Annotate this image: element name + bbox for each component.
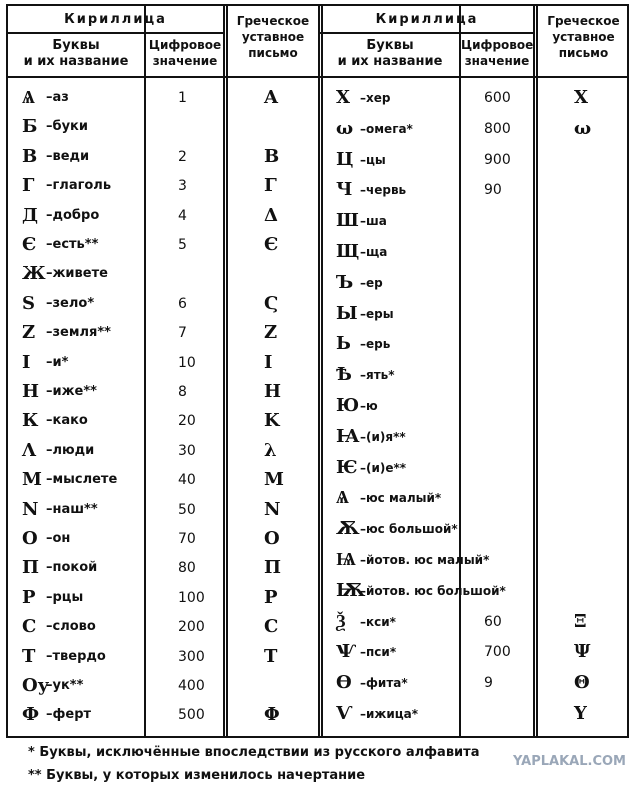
header-greek-3: письмо (248, 46, 298, 60)
letter-glyph: С (22, 616, 37, 638)
letter-name: –есть** (46, 237, 99, 252)
table-row (8, 269, 627, 297)
table-row (8, 146, 627, 174)
header-greek-right-1: Греческое (547, 14, 620, 28)
numeric-value: 70 (178, 531, 196, 547)
letter-glyph: Оу (22, 675, 50, 696)
table-row (8, 700, 627, 728)
header-bottom-line (8, 76, 627, 78)
greek-glyph: ω (574, 117, 592, 139)
letter-name: –ук** (46, 678, 84, 693)
letter-name: –ша (360, 214, 387, 229)
table-row (8, 638, 627, 666)
numeric-value: 900 (484, 151, 511, 168)
letter-glyph: Ѯ (336, 610, 346, 632)
table-row (8, 577, 627, 605)
letter-name: –червь (360, 183, 407, 198)
header-number-right-1: Цифровое (461, 38, 534, 52)
greek-glyph: Ζ (264, 322, 278, 344)
numeric-value: 100 (178, 589, 205, 606)
letter-name: –ижица* (360, 707, 419, 721)
numeric-value: 40 (178, 472, 196, 489)
numeric-value: 3 (178, 178, 187, 195)
header-greek-1: Греческое (236, 14, 310, 28)
table-row (8, 669, 627, 697)
header-divider (318, 32, 533, 34)
letter-glyph: Ѥ (336, 456, 358, 478)
header-letters-1: Буквы (52, 38, 100, 53)
letter-glyph: Ы (336, 302, 358, 324)
letter-name: –како (46, 413, 88, 429)
numeric-value: 7 (178, 325, 187, 342)
greek-glyph: λ (264, 439, 277, 461)
header-number-2: значение (152, 54, 218, 68)
letter-name: –юс малый* (360, 491, 442, 506)
header-divider (8, 32, 223, 34)
letter-name: –йотов. юс большой* (360, 583, 506, 598)
header-greek-right-2: уставное (552, 30, 615, 44)
letter-glyph: Щ (336, 241, 360, 262)
letter-glyph: Ѳ (336, 672, 352, 694)
table-row (8, 423, 627, 451)
letter-glyph: К (22, 410, 39, 432)
letter-name: –омега* (360, 121, 413, 136)
numeric-value: 500 (178, 707, 205, 724)
letter-name: –ща (360, 245, 388, 259)
footnote-changed: ** Буквы, у которых изменилось начертание (28, 768, 366, 783)
letter-name: –еры (360, 306, 394, 321)
numeric-value: 10 (178, 354, 196, 371)
table-row (8, 392, 627, 420)
letter-name: –(и)е** (360, 460, 407, 475)
numeric-value: 400 (178, 678, 205, 694)
greek-glyph: Ο (264, 528, 280, 549)
table-row (8, 207, 627, 235)
letter-name: –люди (46, 442, 95, 458)
numeric-value: 2 (178, 148, 187, 165)
letter-glyph: Ѱ (336, 641, 356, 663)
table-row (8, 484, 627, 512)
letter-glyph: Н (22, 381, 40, 402)
greek-glyph: Κ (264, 410, 280, 432)
letter-glyph: П (22, 557, 39, 579)
letter-glyph: Ю (336, 395, 360, 416)
letter-name: –ерь (360, 337, 391, 352)
greek-glyph: Ρ (264, 586, 278, 608)
greek-glyph: Є (264, 234, 279, 255)
letter-name: –слово (46, 619, 96, 635)
greek-glyph: Ξ (574, 610, 587, 632)
letter-glyph: Ъ (336, 271, 354, 293)
greek-glyph: С (264, 616, 279, 638)
letter-glyph: ω (336, 117, 354, 139)
table-row (8, 300, 627, 328)
greek-glyph: Π (264, 557, 281, 579)
table-row (8, 176, 627, 204)
greek-glyph: Μ (264, 469, 284, 491)
letter-name: –йотов. юс малый* (360, 553, 490, 567)
greek-glyph: Υ (574, 703, 587, 724)
letter-name: –наш** (46, 501, 98, 517)
letter-glyph: М (22, 469, 42, 491)
greek-glyph: Χ (574, 87, 588, 108)
greek-glyph: Γ (264, 175, 277, 197)
letter-glyph: Д (22, 204, 39, 226)
letter-glyph: Т (22, 645, 36, 667)
numeric-value: 80 (178, 560, 196, 577)
letter-glyph: Ѭ (336, 579, 366, 601)
letter-name: –добро (46, 207, 100, 223)
header-cyrillic-right: Кириллица (375, 12, 479, 27)
header-letters-2: и их название (23, 54, 129, 69)
letter-glyph: Λ (22, 439, 36, 461)
greek-glyph: Ι (264, 351, 273, 373)
letter-glyph: Ѕ (22, 292, 35, 314)
letter-name: –хер (360, 91, 391, 105)
greek-glyph: Ν (264, 498, 281, 520)
letter-name: –ферт (46, 707, 92, 723)
letter-name: –зело* (46, 295, 95, 311)
table-row (8, 330, 627, 358)
letter-glyph: Ь (336, 333, 351, 355)
letter-name: –веди (46, 148, 90, 164)
greek-glyph: Α (264, 87, 278, 108)
letter-name: –(и)я** (360, 429, 406, 444)
letter-name: –кси* (360, 614, 396, 629)
letter-name: –мыслете (46, 472, 118, 488)
numeric-value: 6 (178, 295, 187, 312)
letter-name: –ер (360, 275, 383, 290)
footnote-excluded: * Буквы, исключённые впоследствии из русского алфавита (28, 745, 480, 760)
greek-glyph: Ϛ (264, 292, 279, 314)
letter-glyph: Ф (22, 704, 40, 726)
letter-glyph: О (22, 528, 38, 549)
letter-glyph: Ч (336, 179, 353, 201)
numeric-value: 300 (178, 648, 205, 665)
table-row (8, 515, 627, 543)
numeric-value: 1 (178, 90, 187, 106)
greek-glyph: Θ (574, 672, 590, 694)
letter-name: –аз (46, 90, 69, 105)
numeric-value: 700 (484, 644, 511, 661)
numeric-value: 600 (484, 90, 511, 106)
letter-name: –глаголь (46, 178, 112, 194)
greek-glyph: Δ (264, 204, 278, 226)
table-row (8, 84, 627, 112)
numeric-value: 9 (484, 675, 493, 692)
letter-glyph: Ц (336, 148, 354, 170)
letter-name: –твердо (46, 648, 106, 664)
table-row (8, 546, 627, 574)
greek-glyph: Η (264, 381, 282, 402)
letter-glyph: Ѧ (336, 487, 349, 509)
letter-name: –рцы (46, 589, 84, 605)
header-number-1: Цифровое (148, 38, 222, 52)
letter-name: –живете (46, 266, 108, 282)
letter-glyph: Ш (336, 210, 359, 232)
header-greek-right-3: письмо (558, 46, 609, 60)
letter-glyph: Ѧ (22, 87, 35, 108)
watermark: YAPLAKAL.COM (513, 754, 626, 769)
numeric-value: 8 (178, 384, 187, 400)
letter-glyph: Ѵ (336, 703, 353, 724)
numeric-value: 20 (178, 413, 196, 430)
numeric-value: 200 (178, 619, 205, 636)
letter-glyph: N (22, 498, 39, 520)
numeric-value: 5 (178, 237, 187, 253)
header-cyrillic: Кириллица (64, 12, 167, 27)
letter-name: –буки (46, 119, 88, 135)
greek-glyph: Φ (264, 704, 280, 726)
letter-glyph: Є (22, 234, 37, 255)
letter-glyph: Г (22, 175, 35, 197)
numeric-value: 90 (484, 182, 502, 199)
header-letters-right-2: и их название (337, 54, 443, 69)
letter-glyph: І (22, 351, 31, 373)
letter-name: –юс большой* (360, 522, 458, 537)
header-letters-right-1: Буквы (366, 38, 414, 53)
letter-glyph: Ꙗ (336, 425, 360, 447)
letter-glyph: Р (22, 586, 36, 608)
letter-glyph: Ж (22, 263, 46, 285)
table-row (8, 608, 627, 636)
table-row (8, 238, 627, 266)
letter-name: –и* (46, 354, 69, 370)
alphabet-table (6, 4, 629, 738)
letter-glyph: Ѣ (336, 364, 352, 386)
numeric-value: 60 (484, 613, 502, 630)
greek-glyph: Β (264, 145, 280, 167)
letter-name: –иже** (46, 384, 97, 399)
table-row (8, 454, 627, 482)
letter-name: –покой (46, 560, 98, 576)
letter-glyph: Б (22, 116, 38, 138)
letter-glyph: Ѫ (336, 518, 360, 540)
table-row (8, 361, 627, 389)
letter-name: –цы (360, 152, 386, 167)
letter-glyph: Ζ (22, 322, 36, 344)
letter-name: –ять* (360, 368, 395, 383)
letter-name: –земля** (46, 325, 111, 341)
greek-glyph: Т (264, 645, 278, 667)
header-greek-2: уставное (241, 30, 305, 44)
numeric-value: 800 (484, 120, 511, 137)
letter-name: –пси* (360, 645, 397, 660)
letter-name: –фита* (360, 676, 408, 691)
letter-name: –он (46, 531, 71, 546)
header-number-right-2: значение (464, 54, 530, 68)
numeric-value: 30 (178, 442, 196, 459)
greek-glyph: Ψ (574, 641, 591, 663)
letter-glyph: Х (336, 87, 350, 108)
numeric-value: 4 (178, 207, 187, 224)
numeric-value: 50 (178, 501, 196, 518)
letter-name: –ю (360, 399, 378, 413)
letter-glyph: В (22, 145, 38, 167)
table-row (8, 115, 627, 143)
letter-glyph: Ѩ (336, 549, 356, 570)
